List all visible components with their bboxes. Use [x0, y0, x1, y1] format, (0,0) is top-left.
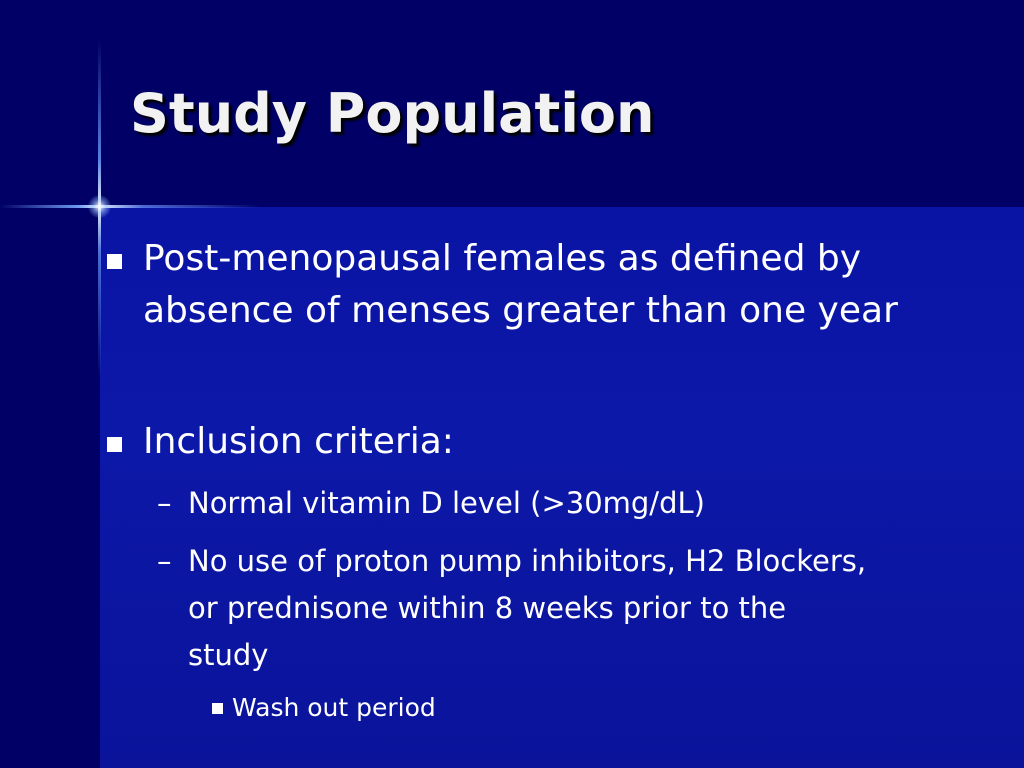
sub-bullet-2-line-1: No use of proton pump inhibitors, H2 Blockers,: [188, 544, 867, 578]
dash-bullet-icon: –: [157, 486, 172, 520]
slide-title: Study Population: [130, 82, 655, 145]
sub-bullet-2-line-3: study: [188, 638, 269, 672]
square-bullet-icon: [107, 437, 122, 452]
decorative-horizontal-line: [0, 205, 260, 208]
left-band: [0, 207, 100, 768]
square-bullet-icon: [212, 703, 223, 714]
square-bullet-icon: [107, 254, 122, 269]
sub-sub-bullet-line-1: Wash out period: [232, 693, 436, 722]
bullet-2-line-1: Inclusion criteria:: [143, 421, 454, 462]
dash-bullet-icon: –: [157, 544, 172, 578]
bullet-1-line-2: absence of menses greater than one year: [143, 290, 898, 331]
sub-bullet-2-line-2: or prednisone within 8 weeks prior to the: [188, 591, 787, 625]
sub-bullet-1-line-1: Normal vitamin D level (>30mg/dL): [188, 486, 705, 520]
sparkle-icon: [88, 195, 111, 218]
bullet-1-line-1: Post-menopausal females as defined by: [143, 238, 862, 279]
